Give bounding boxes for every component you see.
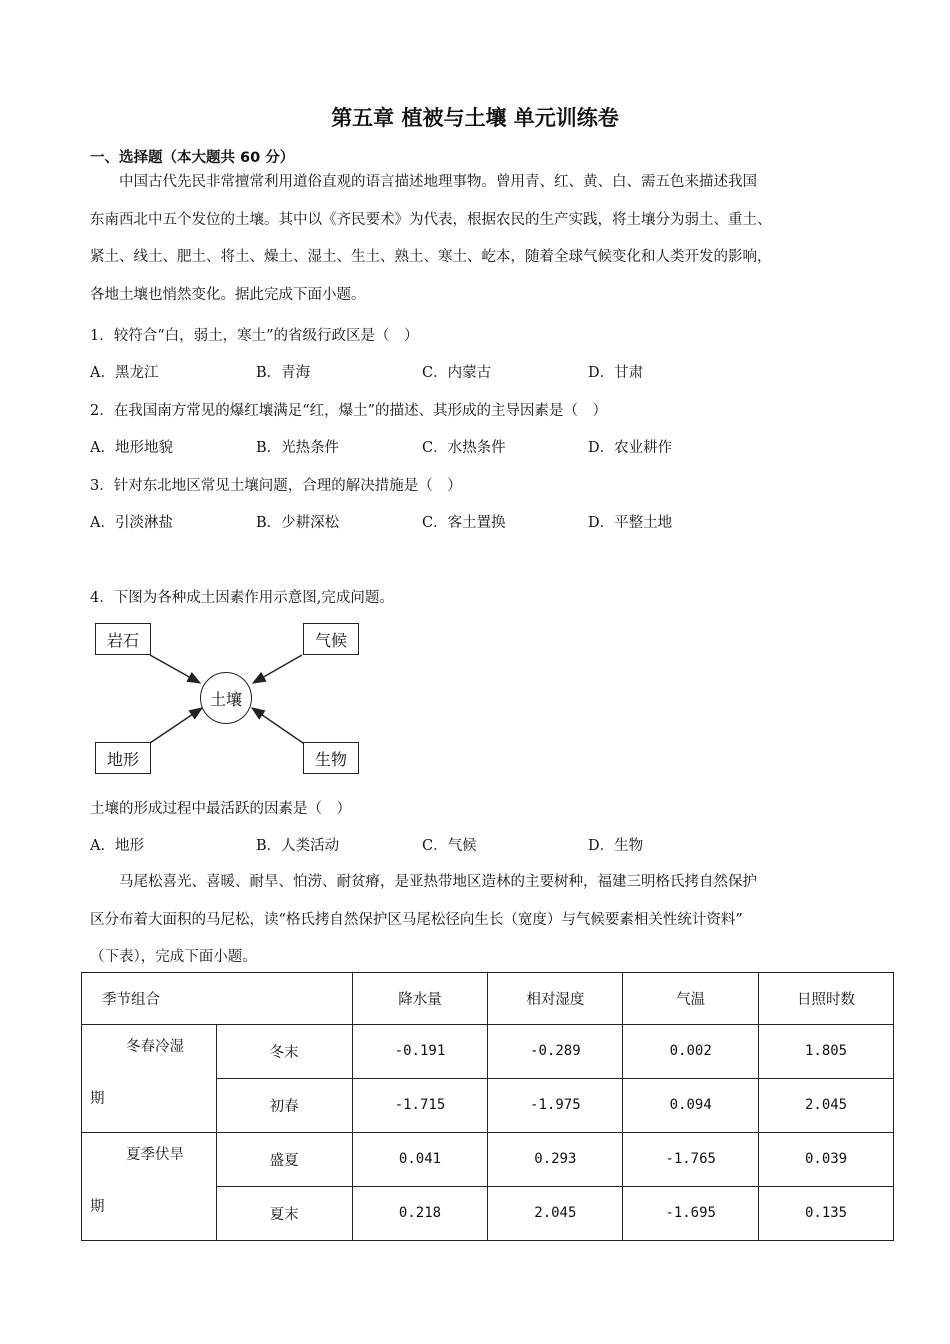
factor-biology: 生物 [303,742,359,774]
option-b[interactable]: B．人类活动 [256,838,340,854]
question-2-options [90,436,850,458]
option-a[interactable]: A．地形 [90,838,144,854]
value-cell: 0.039 [759,1132,894,1186]
table-header-row [82,973,894,1025]
question-1-options [90,361,850,383]
section-heading: 一、选择题（本大题共 60 分） [90,150,295,166]
option-d[interactable]: D．生物 [588,838,644,854]
option-c[interactable]: C．客土置换 [422,515,506,531]
question-2-stem: 2．在我国南方常见的爆红壤满足“红，爆土”的描述、其形成的主导因素是（ ） [90,403,608,419]
value-cell: 0.293 [488,1132,623,1186]
table-row [82,1024,894,1078]
intro-paragraph-1: 中国古代先民非常擅常利用道俗直观的语言描述地理事物。曾用青、红、黄、白、需五色来描述我国 东南西北中五个发位的土壤。其中以《齐民要术》为代表，根据农民的生产实践，将土壤分为弱土、重土、 紧土、线土、肥土、将土、燥土、湿土、生土、熟土、寒土、屹本，随着全球气候变化和人类开发的影响， 各地土壤也悄然变化。据此完成下面小题。 [90,174,772,303]
group-cell: 冬春冷湿 期 [82,1024,217,1132]
value-cell: -1.765 [623,1132,759,1186]
value-cell: 0.094 [623,1078,759,1132]
question-4-options [90,834,850,856]
factor-rock: 岩石 [95,623,151,655]
soil-center: 土壤 [200,672,252,724]
question-3-stem: 3．针对东北地区常见土壤问题，合理的解决措施是（ ） [90,478,462,494]
value-cell: 0.135 [759,1186,894,1240]
factor-terrain: 地形 [95,742,151,774]
factor-climate: 气候 [303,623,359,655]
option-c[interactable]: C．水热条件 [422,440,506,456]
option-a[interactable]: A．地形地貌 [90,440,173,456]
value-cell: 0.002 [623,1024,759,1078]
value-cell: 2.045 [488,1186,623,1240]
correlation-table [81,972,894,1241]
value-cell: -1.715 [352,1078,488,1132]
table-header: 降水量 [352,973,488,1025]
season-cell: 初春 [216,1078,352,1132]
season-cell: 冬末 [216,1024,352,1078]
option-d[interactable]: D．农业耕作 [588,440,673,456]
value-cell: 0.041 [352,1132,488,1186]
option-a[interactable]: A．引淡淋盐 [90,515,173,531]
option-c[interactable]: C．气候 [422,838,477,854]
value-cell: 2.045 [759,1078,894,1132]
table-header: 气温 [623,973,759,1025]
table-header: 季节组合 [82,973,353,1025]
table-row [82,1132,894,1186]
option-d[interactable]: D．甘肃 [588,365,644,381]
option-a[interactable]: A．黑龙江 [90,365,159,381]
value-cell: -0.191 [352,1024,488,1078]
option-b[interactable]: B．光热条件 [256,440,340,456]
value-cell: -1.695 [623,1186,759,1240]
season-cell: 盛夏 [216,1132,352,1186]
question-4-sub: 土壤的形成过程中最活跃的因素是（ ） [90,801,351,817]
option-d[interactable]: D．平整土地 [588,515,673,531]
option-b[interactable]: B．青海 [256,365,311,381]
question-3-options [90,511,850,533]
page-title: 第五章 植被与土壤 单元训练卷 [331,106,619,130]
value-cell: -0.289 [488,1024,623,1078]
question-1-stem: 1．较符合“白，弱土，寒土”的省级行政区是（ ） [90,328,419,344]
table-header: 日照时数 [759,973,894,1025]
question-4-stem: 4．下图为各种成土因素作用示意图,完成问题。 [90,590,394,606]
value-cell: 0.218 [352,1186,488,1240]
value-cell: 1.805 [759,1024,894,1078]
soil-factors-diagram [90,620,370,780]
table-header: 相对湿度 [488,973,623,1025]
season-cell: 夏末 [216,1186,352,1240]
group-cell: 夏季伏旱 期 [82,1132,217,1240]
intro-paragraph-2: 马尾松喜光、喜暖、耐旱、怕涝、耐贫瘠，是亚热带地区造林的主要树种，福建三明格氏拷自然保护 区分布着大面积的马尼松，读“格氏拷自然保护区马尾松径向生长（宽度）与气候要素相关性统计资料” （下表），完成下面小题。 [90,874,757,965]
value-cell: -1.975 [488,1078,623,1132]
option-b[interactable]: B．少耕深松 [256,515,340,531]
option-c[interactable]: C．内蒙古 [422,365,492,381]
